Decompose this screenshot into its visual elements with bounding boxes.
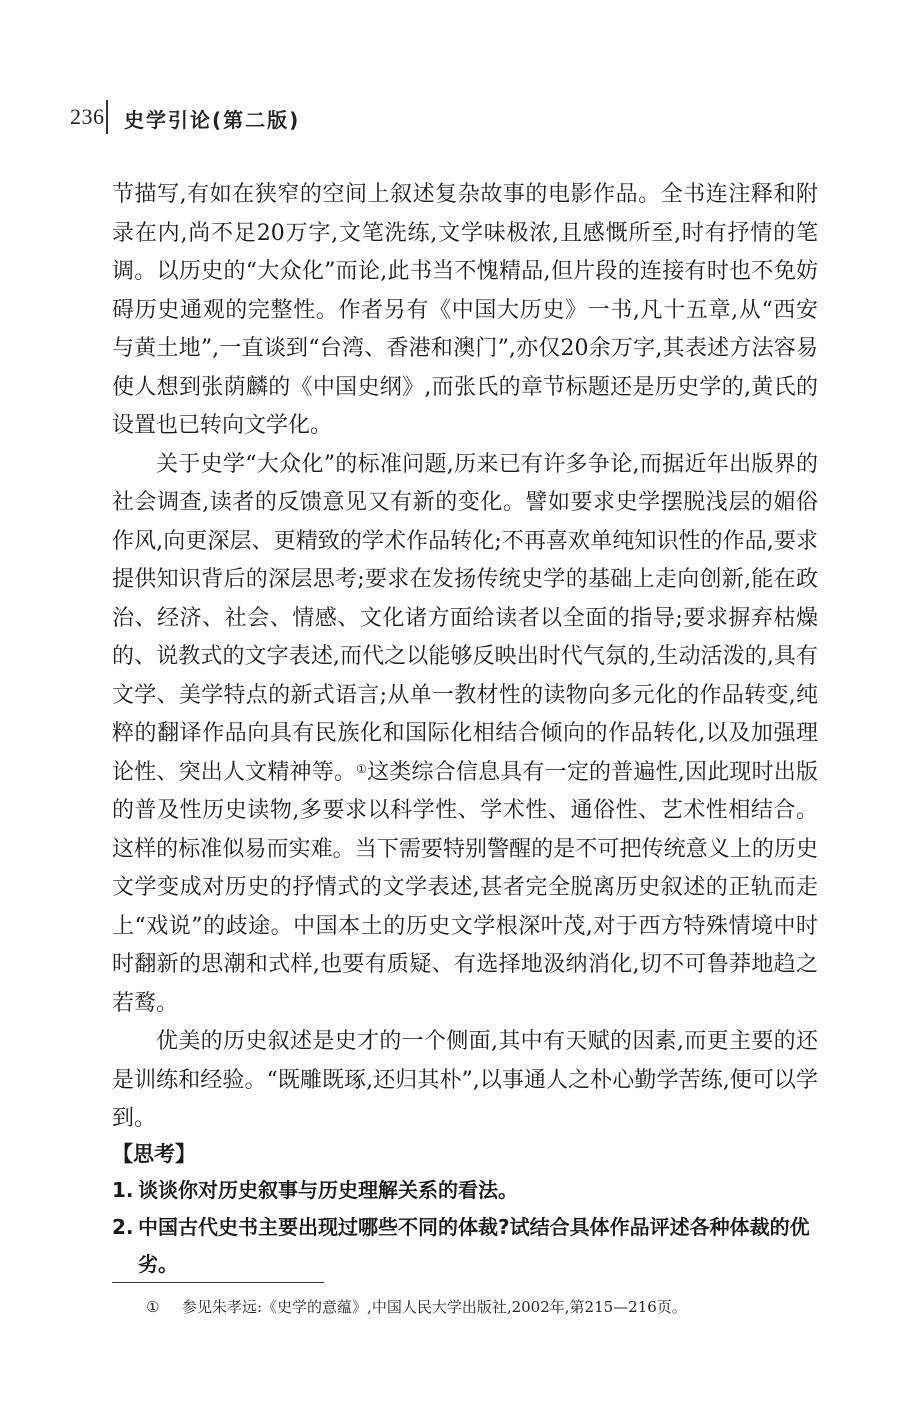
paragraph-3: 优美的历史叙述是史才的一个侧面,其中有天赋的因素,而更主要的还是训练和经验。“既雕既琢,还归其朴”,以事通人之朴心勤学苦练,便可以学到。	[112, 1029, 818, 1131]
think-title: 【思考】	[112, 1142, 196, 1166]
footnote-mark: ①	[146, 1298, 160, 1316]
paragraph-1: 节描写,有如在狭窄的空间上叙述复杂故事的电影作品。全书连注释和附录在内,尚不足20万字,文笔洗练,文学味极浓,且感慨所至,时有抒情的笔调。以历史的“大众化”而论,此书当不愧精品,但片段的连接有时也不免妨碍历史通观的完整性。作者另有《中国大历史》一书,凡十五章,从“西安与黄土地”,一直谈到“台湾、香港和澳门”,亦仅20余万字,其表述方法容易使人想到张荫麟的《中国史纲》,而张氏的章节标题还是历史学的,黄氏的设置也已转向文学化。	[112, 182, 818, 438]
think-item-2	[112, 1209, 828, 1283]
footnote-divider	[112, 1282, 324, 1283]
footnote	[146, 1296, 687, 1318]
paragraph-2	[112, 446, 818, 1024]
think-item-number: 2.	[112, 1215, 134, 1239]
page-number: 236	[70, 104, 105, 129]
footnote-text: 参见朱孝远:《史学的意蕴》,中国人民大学出版社,2002年,第215—216页。	[182, 1298, 687, 1316]
think-item-text: 中国古代史书主要出现过哪些不同的体裁?试结合具体作品评述各种体裁的优劣。	[138, 1215, 810, 1276]
think-item-text: 谈谈你对历史叙事与历史理解关系的看法。	[138, 1178, 518, 1202]
paragraph-2-continuation: 这类综合信息具有一定的普遍性,因此现时出版的普及性历史读物,多要求以科学性、学术性、通俗性、艺术性相结合。这样的标准似易而实难。当下需要特别警醒的是不可把传统意义上的历史文学变成对历史的抒情式的文学表述,甚者完全脱离历史叙述的正轨而走上“戏说”的歧途。中国本土的历史文学根深叶茂,对于西方特殊情境中时时翻新的思潮和式样,也要有质疑、有选择地汲纳消化,切不可鲁莽地趋之若鹜。	[112, 759, 818, 1016]
header-divider	[106, 100, 108, 134]
paragraph-2-text: 关于史学“大众化”的标准问题,历来已有许多争论,而据近年出版界的社会调查,读者的反馈意见又有新的变化。譬如要求史学摆脱浅层的媚俗作风,向更深层、更精致的学术作品转化;不再喜欢单纯知识性的作品,要求提供知识背后的深层思考;要求在发扬传统史学的基础上走向创新,能在政治、经济、社会、情感、文化诸方面给读者以全面的指导;要求摒弃枯燥的、说教式的文字表述,而代之以能够反映出时代气氛的,生动活泼的,具有文学、美学特点的新式语言;从单一教材性的读物向多元化的作品转变,纯粹的翻译作品向具有民族化和国际化相结合倾向的作品转化,以及加强理论性、突出人文精神等。	[112, 451, 818, 785]
book-title: 史学引论(第二版)	[124, 108, 301, 132]
page-header	[0, 0, 900, 140]
main-text	[112, 176, 818, 1139]
think-item-number: 1.	[112, 1178, 134, 1202]
think-section	[112, 1136, 828, 1283]
think-item-1	[112, 1172, 828, 1209]
footnote-reference: ①	[356, 761, 368, 776]
